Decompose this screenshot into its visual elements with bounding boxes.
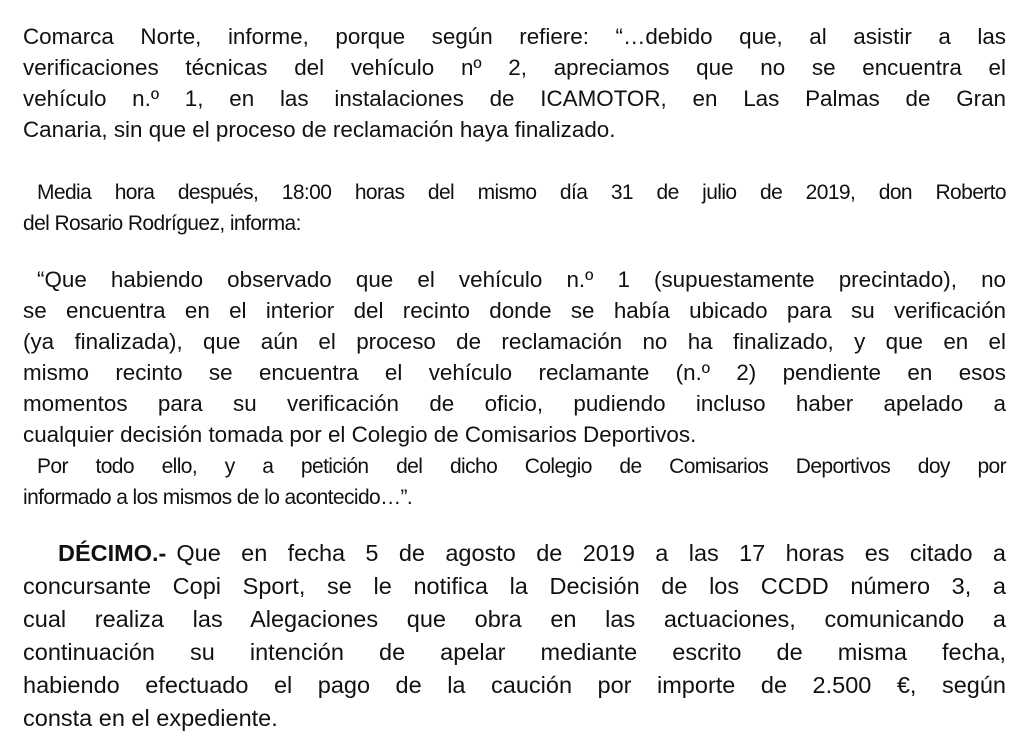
- text-line: momentos para su verificación de oficio, pudiendo incluso haber apelado a: [23, 391, 1006, 416]
- text-line: cualquier decisión tomada por el Colegio de Comisarios Deportivos.: [23, 422, 697, 447]
- text-line: verificaciones técnicas del vehículo nº 2, apreciamos que no se encuentra el: [23, 55, 1006, 80]
- text-line: Canaria, sin que el proceso de reclamación haya finalizado.: [23, 117, 616, 142]
- text-line: continuación su intención de apelar mediante escrito de misma fecha,: [23, 639, 1006, 665]
- text-line: “Que habiendo observado que el vehículo n.º 1 (supuestamente precintado), no: [37, 267, 1006, 292]
- text-line: Por todo ello, y a petición del dicho Colegio de Comisarios Deportivos doy por: [37, 455, 1006, 478]
- section-heading-decimo: DÉCIMO.-: [58, 540, 167, 566]
- text-line: mismo recinto se encuentra el vehículo reclamante (n.º 2) pendiente en esos: [23, 360, 1006, 385]
- text-line: cual realiza las Alegaciones que obra en las actuaciones, comunicando a: [23, 606, 1006, 632]
- text-line: Comarca Norte, informe, porque según refiere: “…debido que, al asistir a las: [23, 24, 1006, 49]
- text-line: del Rosario Rodríguez, informa:: [23, 212, 301, 235]
- text-line: informado a los mismos de lo acontecido…”.: [23, 486, 413, 509]
- text-line: se encuentra en el interior del recinto donde se había ubicado para su verificación: [23, 298, 1006, 323]
- decimo-first-line: [23, 537, 1006, 570]
- text-line: habiendo efectuado el pago de la caución por importe de 2.500 €, según: [23, 672, 1006, 698]
- text-line: concursante Copi Sport, se le notifica la Decisión de los CCDD número 3, a: [23, 573, 1006, 599]
- text-line-rest: Que en fecha 5 de agosto de 2019 a las 17 horas es citado a: [176, 540, 1006, 566]
- text-line: Media hora después, 18:00 horas del mismo día 31 de julio de 2019, don Roberto: [37, 181, 1006, 204]
- text-line: (ya finalizada), que aún el proceso de reclamación no ha finalizado, y que en el: [23, 329, 1006, 354]
- text-line: consta en el expediente.: [23, 705, 278, 731]
- text-line: vehículo n.º 1, en las instalaciones de ICAMOTOR, en Las Palmas de Gran: [23, 86, 1006, 111]
